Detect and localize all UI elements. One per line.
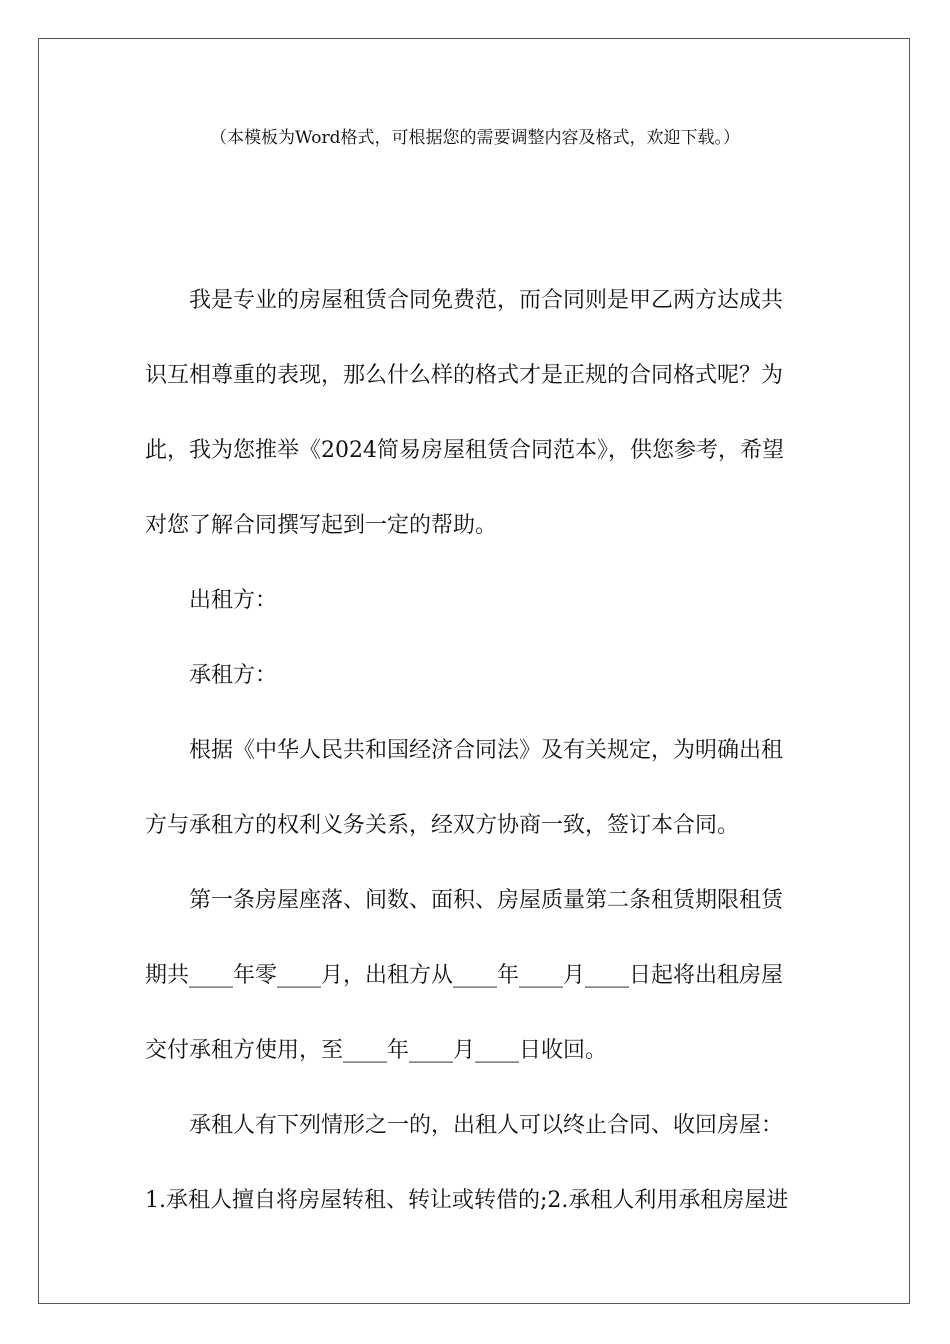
text-line: 承租人有下列情形之一的，出租人可以终止合同、收回房屋：: [189, 1113, 784, 1138]
termination-items-paragraph: [145, 1163, 807, 1238]
article-one-paragraph: [145, 863, 807, 1088]
lessor-paragraph: [145, 563, 807, 638]
text-line: 第一条房屋座落、间数、面积、房屋质量第二条租赁期限租赁: [189, 888, 784, 913]
text-line: 交付承租方使用，至____年____月____日收回。: [145, 1038, 608, 1063]
text-line: 期共____年零____月，出租方从____年____月____日起将出租房屋: [145, 963, 784, 988]
lessee-paragraph: [145, 638, 807, 713]
lessee-label: 承租方：: [189, 663, 278, 688]
text-line: 根据《中华人民共和国经济合同法》及有关规定，为明确出租: [189, 738, 784, 763]
lessor-label: 出租方：: [189, 588, 278, 613]
text-line: 我是专业的房屋租赁合同免费范，而合同则是甲乙两方达成共: [189, 288, 784, 313]
text-line: 识互相尊重的表现，那么什么样的格式才是正规的合同格式呢？为: [145, 363, 784, 388]
text-line: 1.承租人擅自将房屋转租、转让或转借的;2.承租人利用承租房屋进: [145, 1188, 789, 1213]
text-line: 方与承租方的权利义务关系，经双方协商一致，签订本合同。: [145, 813, 740, 838]
text-line: 此，我为您推举《2024简易房屋租赁合同范本》，供您参考，希望: [145, 438, 784, 463]
basis-paragraph: [145, 713, 807, 863]
termination-paragraph: [145, 1088, 807, 1163]
intro-paragraph: [145, 263, 807, 563]
text-line: 对您了解合同撰写起到一定的帮助。: [145, 513, 498, 538]
template-note: （本模板为Word格式，可根据您的需要调整内容及格式，欢迎下载。）: [209, 128, 741, 148]
contract-body: [145, 263, 807, 1238]
